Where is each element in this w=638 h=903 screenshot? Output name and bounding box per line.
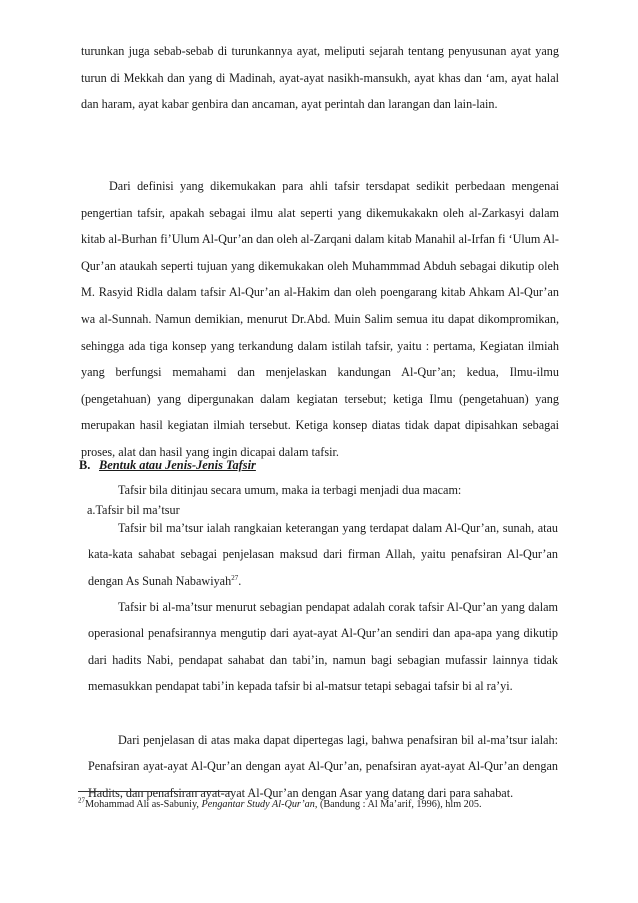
paragraph-bil-matsur-opinion: Tafsir bi al-ma’tsur menurut sebagian pendapat adalah corak tafsir Al-Qur’an yang dalam operasional penafsirannya mengutip dari ayat-ayat Al-Qur’an sendiri dan apa-apa yang dikutip dari hadits Nabi, pendapat sahabat dan tabi’in, namun bagi sebagian mufassir lainnya tidak memasukkan pendapat tabi’in kepada tafsir bi al-matsur tetapi sebagai tafsir bi al ra’yi. (88, 600, 558, 694)
paragraph-end: . (238, 573, 242, 588)
footnote-reference: 27 (231, 573, 239, 582)
paragraph-bil-matsur-definition (88, 515, 558, 594)
paragraph-bil-matsur-summary: Dari penjelasan di atas maka dapat dipertegas lagi, bahwa penafsiran bil al-ma’tsur ialah: Penafsiran ayat-ayat Al-Qur’an dengan ayat Al-Qur’an, penafsiran ayat-ayat Al-Qur’an dengan Hadits, dan penafsiran ayat-ayat Al-Qur’an dengan Asar yang datang dari para sahabat. (88, 733, 558, 800)
paragraph-tafsir-definitions: Dari definisi yang dikemukakan para ahli tafsir tersdapat sedikit perbedaan mengenai pengertian tafsir, apakah sebagai ilmu alat seperti yang dikemukakakn oleh al-Zarkasyi dalam kitab al-Burhan fi’Ulum Al-Qur’an dan oleh al-Zarqani dalam kitab Manahil al-Irfan fi ‘Ulum Al-Qur’an ataukah seperti tujuan yang dikemukakan oleh Muhammmad Abduh sebagai dikutip oleh M. Rasyid Ridla dalam tafsir Al-Qur’an al-Hakim dan oleh poengarang kitab Ahkam Al-Qur’an wa al-Sunnah. Namun demikian, menurut Dr.Abd. Muin Salim semua itu dapat dikompromikan, sehingga ada tiga konsep yang terkandung dalam istilah tafsir, yaitu : pertama, Kegiatan ilmiah yang berfungsi memahami dan menjelaskan kandungan Al-Qur’an; kedua, Ilmu-ilmu (pengetahuan) yang dipergunakan dalam kegiatan tersebut; ketiga Ilmu (pengetahuan) yang merupakan hasil kegiatan ilmiah tersebut. Ketiga konsep diatas tidak dapat dipisahkan sebagai proses, alat dan hasil yang ingin dicapai dalam tafsir. (81, 179, 559, 459)
footnote-divider (78, 791, 231, 792)
section-number: B. (79, 458, 91, 472)
footnote-number: 27 (78, 796, 85, 805)
paragraph-continuation: turunkan juga sebab-sebab di turunkannya ayat, meliputi sejarah tentang penyusunan ayat yang turun di Mekkah dan yang di Madinah, ayat-ayat nasikh-mansukh, ayat khas dan ‘am, ayat halal dan haram, ayat kabar genbira dan ancaman, ayat perintah dan larangan dan lain-lain. (81, 44, 559, 112)
paragraph-text: Tafsir bil ma’tsur ialah rangkaian keterangan yang terdapat dalam Al-Qur’an, sunah, atau kata-kata sahabat sebagai penjelasan maksud dari firman Allah, yaitu penafsiran Al-Qur’an dengan As Sunah Nabawiyah (88, 521, 558, 588)
section-heading (79, 455, 256, 475)
section-title: Bentuk atau Jenis-Jenis Tafsir (99, 458, 256, 472)
footnote (78, 798, 578, 812)
section-intro: Tafsir bila ditinjau secara umum, maka ia terbagi menjadi dua macam: (118, 483, 462, 497)
footnote-publication: , (Bandung : Al Ma’arif, 1996), hlm 205. (314, 799, 482, 810)
footnote-author: Mohammad Ali as-Sabuniy, (85, 799, 202, 810)
footnote-book-title: Pengantar Study Al-Qur’an (201, 799, 315, 810)
subsection-label: a.Tafsir bil ma’tsur (87, 503, 180, 517)
